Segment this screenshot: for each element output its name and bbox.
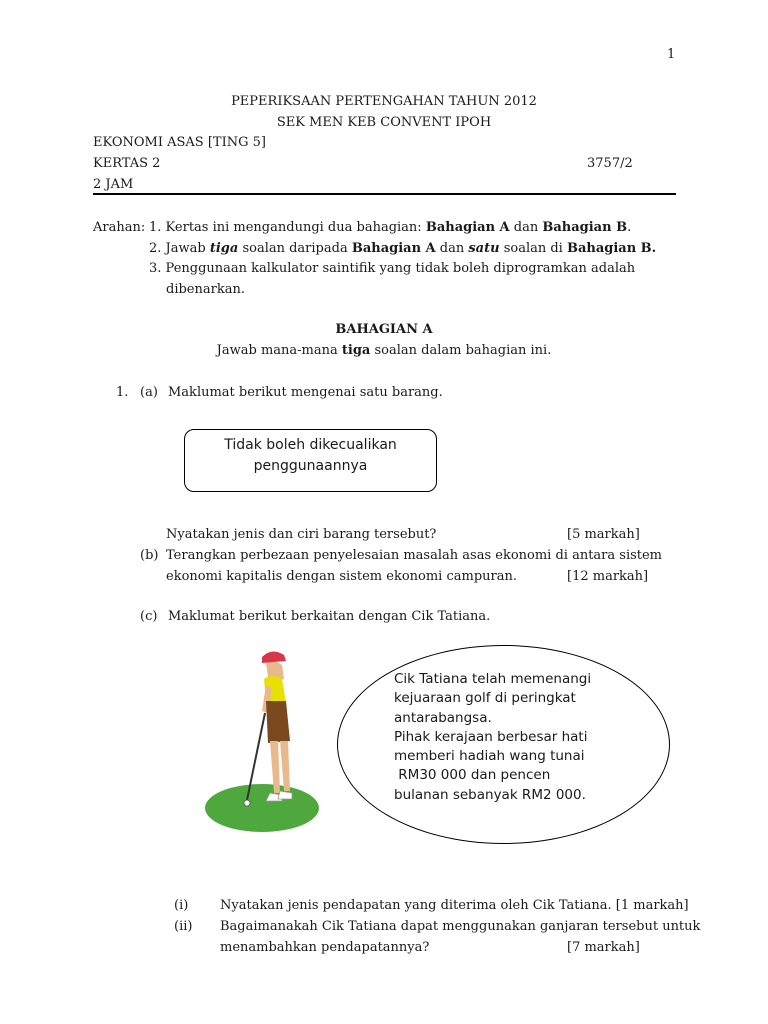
section-title: BAHAGIAN A (335, 322, 433, 337)
part-a-label: (a) (140, 385, 158, 400)
page-number: 1 (667, 47, 676, 62)
info-ellipse-text: Cik Tatiana telah memenangi kejuaraan golf di peringkat antarabangsa. Pihak kerajaan berbesar hati memberi hadiah wang tunai RM30 000 dan pencen bulanan sebanyak RM2 000. (394, 671, 592, 803)
shorts (266, 701, 290, 743)
cap (262, 651, 286, 663)
school-name: SEK MEN KEB CONVENT IPOH (276, 115, 492, 130)
section-instruction: Jawab mana-mana tiga soalan dalam bahagian ini. (216, 343, 552, 358)
sub-question-ii-marks: [7 markah] (567, 940, 640, 955)
sub-question-ii-line-2: menambahkan pendapatannya? (220, 940, 430, 955)
part-c-text: Maklumat berikut berkaitan dengan Cik Tatiana. (168, 609, 491, 624)
instruction-3-cont: dibenarkan. (166, 282, 245, 297)
part-b-label: (b) (140, 548, 159, 563)
exam-duration: 2 JAM (93, 177, 134, 192)
info-box-line-2: penggunaannya (253, 458, 368, 474)
subject-name: EKONOMI ASAS [TING 5] (93, 135, 266, 150)
golfer-illustration (200, 645, 325, 835)
paper-name: KERTAS 2 (93, 156, 161, 171)
part-b-line-2: ekonomi kapitalis dengan sistem ekonomi campuran. (166, 569, 517, 584)
sub-question-ii-label: (ii) (174, 919, 193, 934)
header-divider (93, 193, 676, 195)
info-box (184, 429, 437, 492)
part-a-marks: [5 markah] (567, 527, 640, 542)
part-c-label: (c) (140, 609, 158, 624)
paper-code: 3757/2 (587, 156, 633, 171)
sub-question-i-label: (i) (174, 898, 189, 913)
sub-question-i-text: Nyatakan jenis pendapatan yang diterima oleh Cik Tatiana. [1 markah] (220, 898, 689, 913)
question-number: 1. (116, 385, 129, 400)
part-a-question: Nyatakan jenis dan ciri barang tersebut? (166, 527, 437, 542)
exam-title: PEPERIKSAAN PERTENGAHAN TAHUN 2012 (231, 94, 537, 109)
instruction-1: 1. Kertas ini mengandungi dua bahagian: Bahagian A dan Bahagian B. (149, 220, 632, 235)
info-box-line-1: Tidak boleh dikecualikan (224, 437, 397, 453)
instruction-3: 3. Penggunaan kalkulator saintifik yang tidak boleh diprogramkan adalah (149, 261, 636, 276)
part-a-text: Maklumat berikut mengenai satu barang. (168, 385, 443, 400)
instructions-label: Arahan: (93, 220, 146, 235)
instruction-2: 2. Jawab tiga soalan daripada Bahagian A dan satu soalan di Bahagian B. (149, 241, 657, 256)
golf-ball (244, 800, 250, 806)
grass-patch (205, 784, 319, 832)
part-b-line-1: Terangkan perbezaan penyelesaian masalah asas ekonomi di antara sistem (166, 548, 663, 563)
part-b-marks: [12 markah] (567, 569, 649, 584)
sub-question-ii-line-1: Bagaimanakah Cik Tatiana dapat menggunakan ganjaran tersebut untuk (220, 919, 701, 934)
